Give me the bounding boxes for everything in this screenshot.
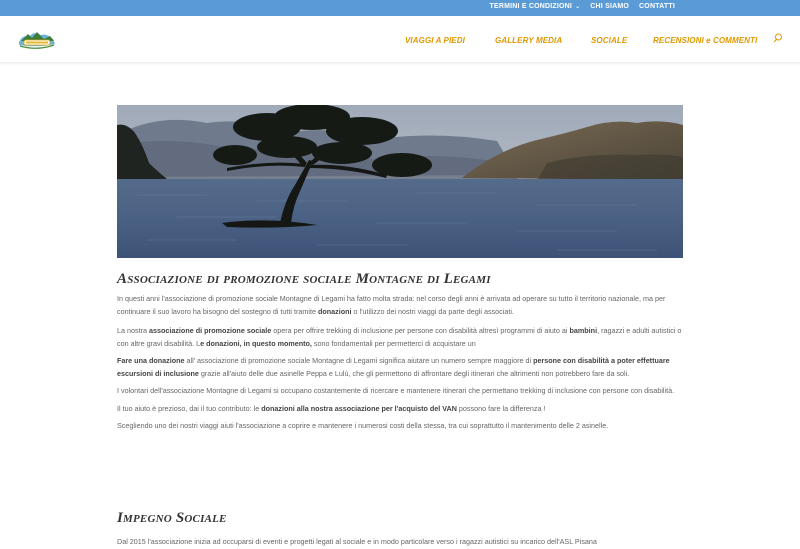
section-title-impegno-sociale: Impegno Sociale [117, 510, 227, 526]
top-link-termini[interactable]: TERMINI E CONDIZIONI ⌄ [489, 3, 581, 10]
paragraph-1: In questi anni l'associazione di promozione sociale Montagne di Legami ha fatto molta strada: nel corso degli anni è arrivata ad operare su tutto il territorio nazionale, ma per continuare il suo lavoro ha bisogno del sostegno di tutti tramite donazioni o l'utilizzo dei nostri viaggi da parte degli associati. [117, 294, 666, 316]
paragraph-2: La nostra associazione di promozione sociale opera per offrire trekking di inclusione per persone con disabilità altresì programmi di aiuto ai bambini, ragazzi e adulti autistici o con altre gravi disabilità. Le donazioni, in questo momento, sono fondamentali per permetterci di acquistare un [117, 326, 682, 348]
nav-viaggi-a-piedi[interactable]: VIAGGI A PIEDI [405, 36, 465, 45]
paragraph-impegno-1: Dal 2015 l'associazione inizia ad occuparsi di eventi e progetti legati al sociale e in modo particolare verso i ragazzi autistici su incarico dell'ASL Pisana [117, 537, 597, 546]
lake-tree-mountains-image [117, 105, 683, 258]
chevron-down-icon: ⌄ [575, 4, 581, 10]
top-link-contatti[interactable]: CONTATTI [639, 3, 675, 10]
search-icon[interactable] [773, 33, 783, 43]
paragraph-5: Il tuo aiuto è prezioso, dai il tuo contributo: le donazioni alla nostra associazione per l'acquisto del VAN possono fare la differenza ! [117, 403, 546, 413]
nav-sociale[interactable]: SOCIALE [591, 36, 628, 45]
paragraph-3: Fare una donazione all' associazione di promozione sociale Montagne di Legami significa aiutare un numero sempre maggiore di persone con disabilità a poter effettuare escursioni di inclusione grazie all'aiuto delle due asinelle Peppa e Lulù, che gli permettono di affrontare degli itinerari che altrimenti non potrebbero fare da soli. [117, 356, 670, 378]
section-impegno-sociale [117, 509, 683, 549]
section-title-associazione: Associazione di promozione sociale Montagne di Legami [117, 271, 491, 287]
nav-gallery-media[interactable]: GALLERY MEDIA [495, 36, 563, 45]
top-nav [490, 3, 676, 10]
top-link-chi-siamo[interactable]: CHI SIAMO [590, 3, 630, 10]
paragraph-4: I volontari dell'associazione Montagne di Legami si occupano costantemente di ricercare e mantenere itinerari che permettano trekking di inclusione con persone con disabilità. [117, 386, 675, 395]
main-nav [0, 36, 800, 48]
top-bar [0, 0, 800, 16]
main-content [117, 270, 683, 433]
paragraph-6: Scegliendo uno dei nostri viaggi aiuti l'associazione a coprire e mantenere i numerosi costi della stessa, tra cui soprattutto il mantenimento delle 2 asinelle. [117, 421, 609, 430]
nav-recensioni-e-commenti[interactable]: RECENSIONI e COMMENTI [653, 36, 758, 45]
